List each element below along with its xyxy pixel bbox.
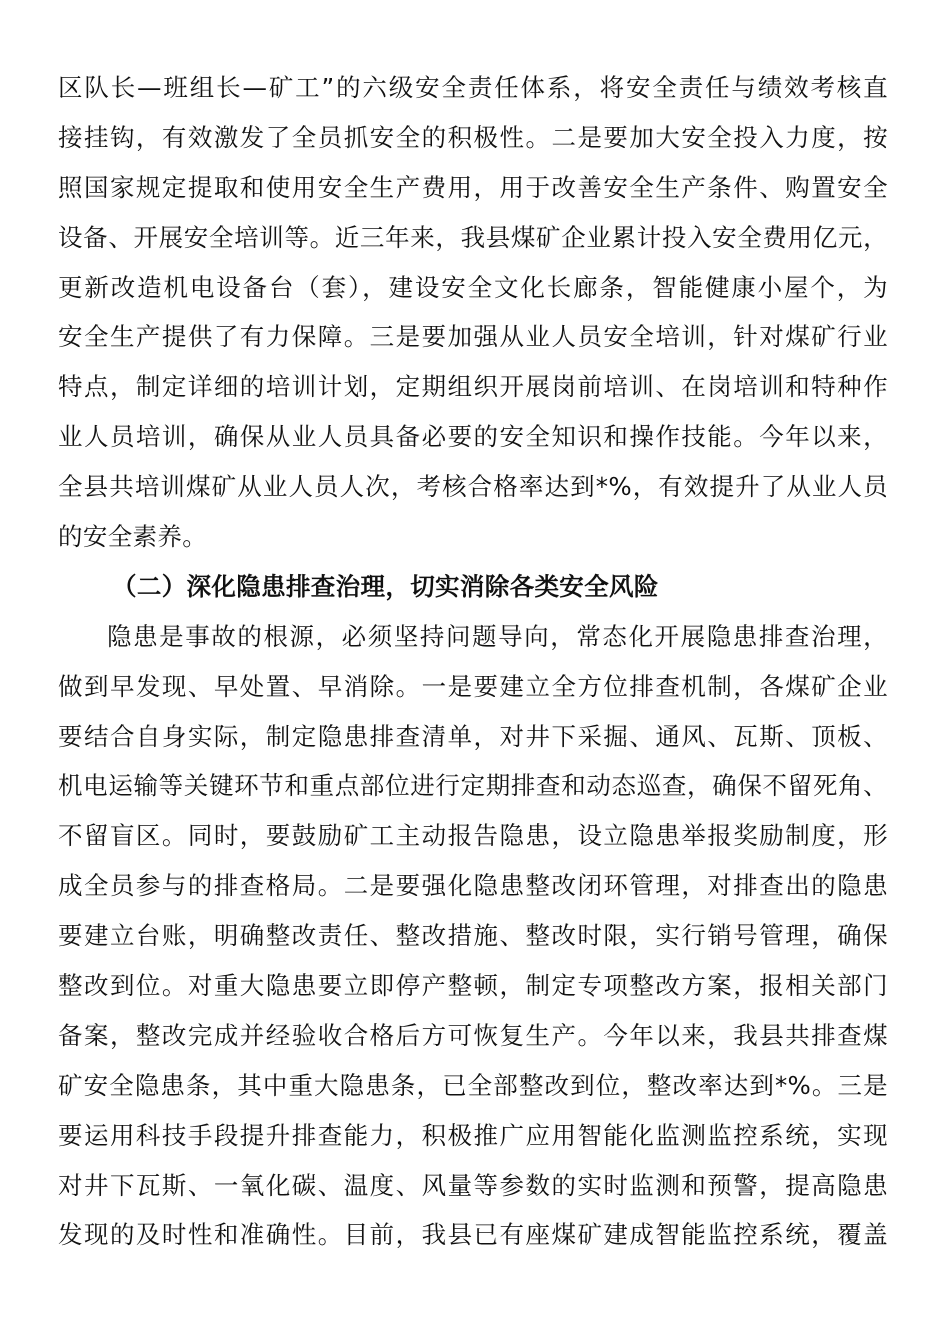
paragraph-line: 业人员培训，确保从业人员具备必要的安全知识和操作技能。今年以来，	[58, 422, 888, 452]
paragraph-line: 隐患是事故的根源，必须坚持问题导向，常态化开展隐患排查治理，	[107, 621, 888, 651]
paragraph-line: 安全生产提供了有力保障。三是要加强从业人员安全培训，针对煤矿行业	[58, 322, 888, 352]
paragraph-line: 区队长—班组长—矿工”的六级安全责任体系，将安全责任与绩效考核直	[58, 73, 888, 102]
paragraph-line: 成全员参与的排查格局。二是要强化隐患整改闭环管理，对排查出的隐患	[58, 871, 888, 901]
paragraph-line: 做到早发现、早处置、早消除。一是要建立全方位排查机制，各煤矿企业	[58, 671, 888, 701]
paragraph-line: 要运用科技手段提升排查能力，积极推广应用智能化监测监控系统，实现	[58, 1120, 888, 1150]
paragraph-line: 要建立台账，明确整改责任、整改措施、整改时限，实行销号管理，确保	[58, 921, 888, 951]
paragraph-line: 不留盲区。同时，要鼓励矿工主动报告隐患，设立隐患举报奖励制度，形	[58, 821, 888, 851]
paragraph-line: 照国家规定提取和使用安全生产费用，用于改善安全生产条件、购置安全	[58, 172, 888, 202]
paragraph-line: 特点，制定详细的培训计划，定期组织开展岗前培训、在岗培训和特种作	[58, 372, 888, 402]
section-heading: （二）深化隐患排查治理，切实消除各类安全风险	[112, 571, 659, 601]
paragraph-line: 全县共培训煤矿从业人员人次，考核合格率达到*%，有效提升了从业人员	[58, 472, 888, 502]
paragraph-line: 对井下瓦斯、一氧化碳、温度、风量等参数的实时监测和预警，提高隐患	[58, 1170, 888, 1200]
paragraph-line: 发现的及时性和准确性。目前，我县已有座煤矿建成智能监控系统，覆盖	[58, 1220, 888, 1250]
paragraph-line: 矿安全隐患条，其中重大隐患条，已全部整改到位，整改率达到*%。三是	[58, 1070, 888, 1100]
paragraph-line: 更新改造机电设备台（套），建设安全文化长廊条，智能健康小屋个，为	[58, 272, 888, 302]
paragraph-line: 设备、开展安全培训等。近三年来，我县煤矿企业累计投入安全费用亿元，	[58, 222, 888, 252]
paragraph-1	[58, 63, 888, 1260]
paragraph-line: 的安全素养。	[58, 522, 208, 552]
paragraph-line: 机电运输等关键环节和重点部位进行定期排查和动态巡查，确保不留死角、	[58, 771, 888, 801]
paragraph-line: 要结合自身实际，制定隐患排查清单，对井下采掘、通风、瓦斯、顶板、	[58, 721, 888, 751]
paragraph-line: 整改到位。对重大隐患要立即停产整顿，制定专项整改方案，报相关部门	[58, 971, 888, 1001]
paragraph-line: 接挂钩，有效激发了全员抓安全的积极性。二是要加大安全投入力度，按	[58, 122, 888, 152]
paragraph-line: 备案，整改完成并经验收合格后方可恢复生产。今年以来，我县共排查煤	[58, 1020, 888, 1050]
